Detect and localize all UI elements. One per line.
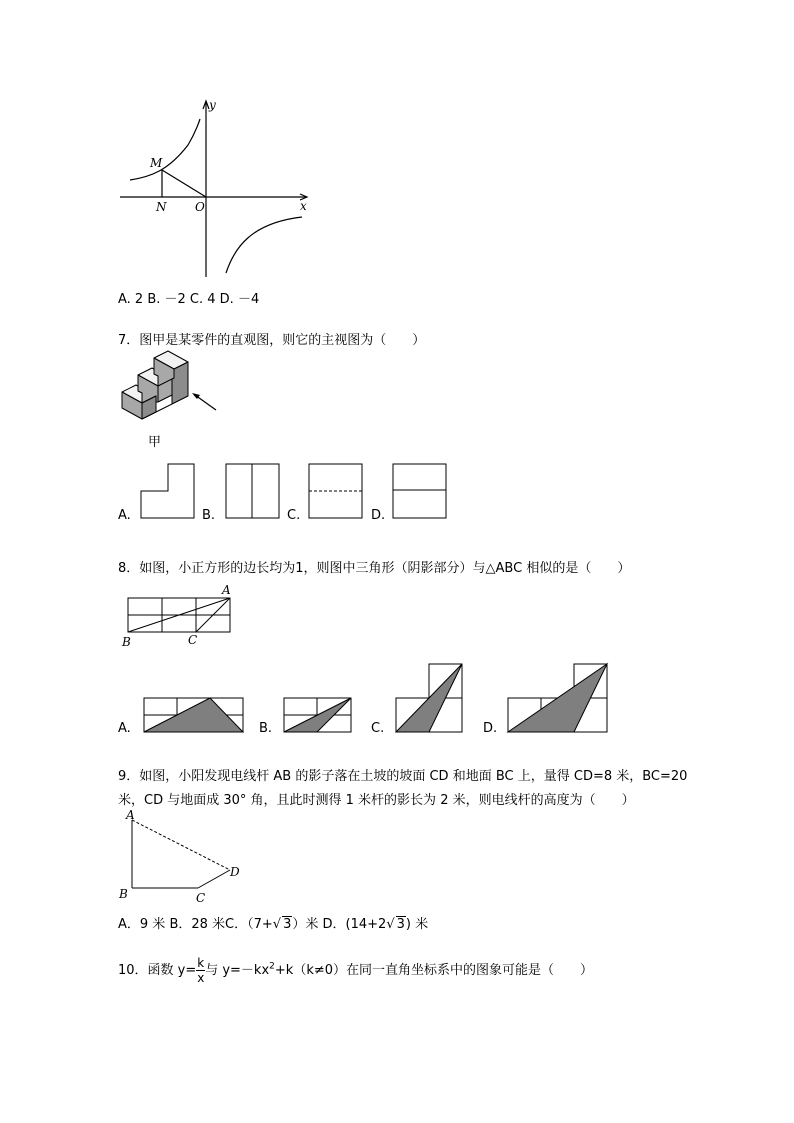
q6-hyperbola-graph	[110, 95, 320, 280]
q7-option-b-figure	[225, 463, 281, 520]
q6-curve-upper-left	[130, 119, 200, 180]
q9-stem-line2: 米，CD 与地面成 30° 角，且此时测得 1 米杆的影长为 2 米，则电线杆的高度为（ ）	[118, 793, 635, 808]
q9-option-c-post: ）米	[292, 917, 319, 932]
q8-option-c-figure	[394, 662, 464, 736]
q8-stem: 8．如图，小正方形的边长均为1，则图中三角形（阴影部分）与△ABC 相似的是（ ）	[118, 561, 631, 576]
q9-label-a: A	[126, 808, 135, 822]
q7-option-a-label: A.	[118, 508, 131, 523]
q6-options: A. 2 B. －2 C. 4 D. －4	[118, 292, 260, 307]
q9-option-b: B．28 米	[169, 917, 226, 932]
q8-reference-grid	[118, 582, 238, 650]
q8-option-d-figure	[506, 662, 610, 736]
q6-segment-mo	[162, 170, 206, 197]
q10-stem	[118, 956, 593, 985]
q10-exponent: 2	[269, 961, 275, 972]
q9-label-d: D	[230, 865, 240, 879]
q9-label-c: C	[196, 891, 206, 905]
q6-point-m: M	[150, 156, 163, 170]
q10-frac-numerator: k	[197, 956, 205, 970]
q9-pole-shadow-figure	[116, 806, 251, 906]
q10-fraction	[196, 956, 205, 985]
q9-stem-line1: 9．如图，小阳发现电线杆 AB 的影子落在土坡的坡面 CD 和地面 BC 上，量得 CD=8 米，BC=20	[118, 769, 688, 784]
q7-option-b-label: B.	[202, 508, 216, 523]
q8-label-b: B	[122, 635, 131, 649]
q8-option-b-figure	[282, 696, 354, 736]
q7-option-d-label: D.	[371, 508, 386, 523]
q7-caption: 甲	[148, 435, 162, 450]
q9-option-c-pre: C．（7+	[225, 917, 273, 932]
q6-curve-lower-right	[226, 217, 302, 273]
q7-option-c-label: C.	[287, 508, 301, 523]
q9-option-a: A．9 米	[118, 917, 166, 932]
q8-label-c: C	[188, 633, 198, 647]
q6-x-label: x	[300, 199, 307, 213]
q9-option-d-post: ) 米	[405, 917, 429, 932]
q8-option-b-label: B.	[259, 721, 273, 736]
q7-option-a-figure	[140, 463, 196, 520]
q7-option-c-figure	[308, 463, 364, 520]
q9-option-d-pre: D．(14+2	[322, 917, 387, 932]
q9-label-b: B	[119, 887, 128, 901]
q10-pre: 10．函数 y=	[118, 963, 197, 978]
q8-option-a-label: A.	[118, 721, 131, 736]
q7-option-d-figure	[392, 463, 448, 520]
q8-option-c-label: C.	[371, 721, 385, 736]
q7-stem: 7．图甲是某零件的直观图，则它的主视图为（ ）	[118, 333, 426, 348]
q6-point-n: N	[156, 200, 167, 214]
q8-option-d-label: D.	[483, 721, 498, 736]
q9-option-c-radicand: 3	[283, 917, 292, 932]
q10-mid: 与 y=－kx	[205, 963, 270, 978]
q8-label-a: A	[222, 583, 231, 597]
q10-frac-denominator: x	[197, 971, 205, 985]
q9-option-d-radicand: 3	[396, 917, 405, 932]
q10-post: +k（k≠0）在同一直角坐标系中的图象可能是（ ）	[274, 963, 594, 978]
q8-option-a-figure	[142, 696, 246, 736]
q9-options: A．9 米 B．28 米C．（7+√ 3）米 D．(14+2√ 3) 米	[118, 917, 429, 932]
q6-y-label: y	[209, 98, 216, 112]
q7-isometric-part	[118, 348, 223, 428]
q6-point-o: O	[195, 200, 205, 214]
